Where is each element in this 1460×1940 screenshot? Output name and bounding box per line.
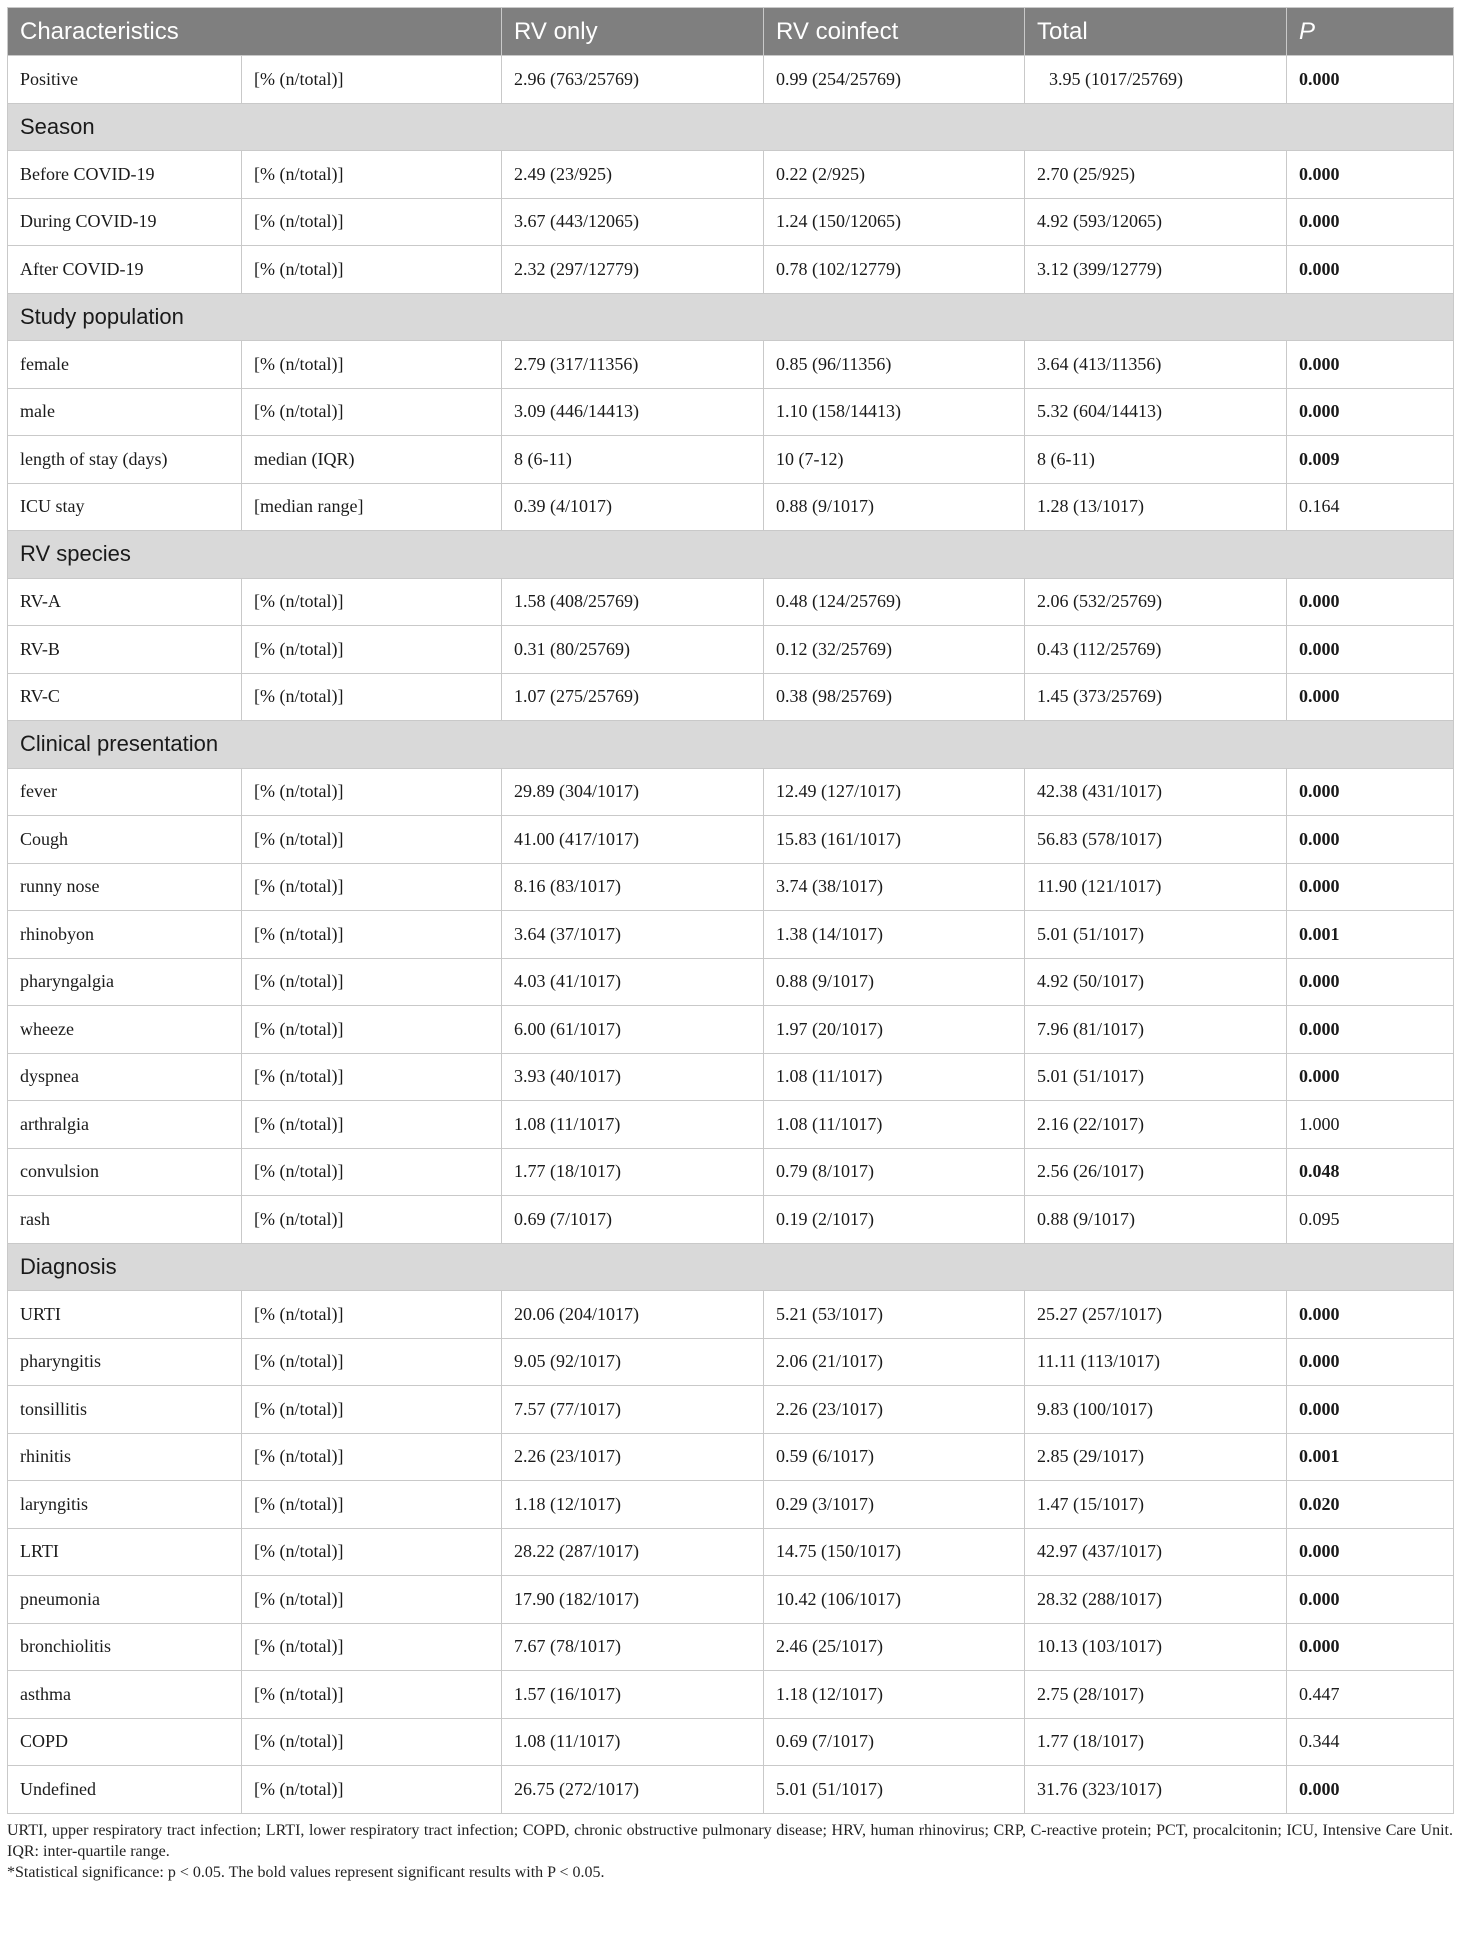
row-measure: [% (n/total)] bbox=[242, 151, 502, 199]
cell-rv-only: 4.03 (41/1017) bbox=[502, 958, 764, 1006]
cell-rv-coinfect: 1.18 (12/1017) bbox=[764, 1671, 1025, 1719]
cell-rv-coinfect: 10 (7-12) bbox=[764, 436, 1025, 484]
cell-rv-only: 41.00 (417/1017) bbox=[502, 816, 764, 864]
row-measure: [% (n/total)] bbox=[242, 1671, 502, 1719]
row-label: bronchiolitis bbox=[8, 1623, 242, 1671]
row-measure: [% (n/total)] bbox=[242, 1101, 502, 1149]
row-label: After COVID-19 bbox=[8, 246, 242, 294]
cell-p-value: 0.164 bbox=[1287, 483, 1454, 531]
table-row bbox=[8, 1196, 1454, 1244]
row-label: pharyngalgia bbox=[8, 958, 242, 1006]
table-row bbox=[8, 1338, 1454, 1386]
header-characteristics: Characteristics bbox=[8, 8, 502, 56]
row-measure: [% (n/total)] bbox=[242, 1718, 502, 1766]
cell-rv-coinfect: 0.79 (8/1017) bbox=[764, 1148, 1025, 1196]
row-label: runny nose bbox=[8, 863, 242, 911]
row-label: tonsillitis bbox=[8, 1386, 242, 1434]
cell-total: 42.38 (431/1017) bbox=[1025, 768, 1287, 816]
row-measure: [% (n/total)] bbox=[242, 1196, 502, 1244]
header-total: Total bbox=[1025, 8, 1287, 56]
table-row bbox=[8, 578, 1454, 626]
cell-rv-only: 8.16 (83/1017) bbox=[502, 863, 764, 911]
cell-total: 2.56 (26/1017) bbox=[1025, 1148, 1287, 1196]
row-label: female bbox=[8, 341, 242, 389]
cell-total: 5.32 (604/14413) bbox=[1025, 388, 1287, 436]
row-label: LRTI bbox=[8, 1528, 242, 1576]
row-label: RV-A bbox=[8, 578, 242, 626]
cell-rv-only: 3.93 (40/1017) bbox=[502, 1053, 764, 1101]
table-row bbox=[8, 388, 1454, 436]
table-row bbox=[8, 1291, 1454, 1339]
cell-rv-only: 17.90 (182/1017) bbox=[502, 1576, 764, 1624]
header-rv-only: RV only bbox=[502, 8, 764, 56]
row-label: COPD bbox=[8, 1718, 242, 1766]
cell-rv-only: 20.06 (204/1017) bbox=[502, 1291, 764, 1339]
row-label: wheeze bbox=[8, 1006, 242, 1054]
cell-rv-coinfect: 0.22 (2/925) bbox=[764, 151, 1025, 199]
cell-rv-coinfect: 2.46 (25/1017) bbox=[764, 1623, 1025, 1671]
table-row bbox=[8, 1006, 1454, 1054]
row-measure: [% (n/total)] bbox=[242, 768, 502, 816]
cell-rv-coinfect: 0.85 (96/11356) bbox=[764, 341, 1025, 389]
row-label: convulsion bbox=[8, 1148, 242, 1196]
table-row bbox=[8, 151, 1454, 199]
cell-total: 5.01 (51/1017) bbox=[1025, 1053, 1287, 1101]
cell-rv-coinfect: 1.38 (14/1017) bbox=[764, 911, 1025, 959]
row-measure: [% (n/total)] bbox=[242, 1006, 502, 1054]
row-measure: [median range] bbox=[242, 483, 502, 531]
row-label: asthma bbox=[8, 1671, 242, 1719]
cell-rv-only: 3.09 (446/14413) bbox=[502, 388, 764, 436]
row-measure: [% (n/total)] bbox=[242, 1766, 502, 1814]
cell-total: 4.92 (50/1017) bbox=[1025, 958, 1287, 1006]
table-row bbox=[8, 56, 1454, 104]
section-row bbox=[8, 531, 1454, 579]
cell-total: 2.70 (25/925) bbox=[1025, 151, 1287, 199]
row-measure: [% (n/total)] bbox=[242, 626, 502, 674]
section-label: Season bbox=[8, 103, 1454, 151]
row-measure: [% (n/total)] bbox=[242, 1338, 502, 1386]
cell-total: 1.77 (18/1017) bbox=[1025, 1718, 1287, 1766]
table-row bbox=[8, 1623, 1454, 1671]
cell-total: 56.83 (578/1017) bbox=[1025, 816, 1287, 864]
footnote-abbreviations: URTI, upper respiratory tract infection; LRTI, lower respiratory tract infection; COPD, chronic obstructive pulmonary disease; HRV, human rhinovirus; CRP, C-reactive protein; PCT, procalcitonin; ICU, Intensive Care Unit. IQR: inter-quartile range. bbox=[7, 1821, 1453, 1860]
footnote-significance: *Statistical significance: p < 0.05. The bold values represent significant results with P < 0.05. bbox=[7, 1863, 605, 1881]
row-label: rash bbox=[8, 1196, 242, 1244]
cell-rv-only: 2.79 (317/11356) bbox=[502, 341, 764, 389]
row-measure: [% (n/total)] bbox=[242, 1623, 502, 1671]
row-measure: [% (n/total)] bbox=[242, 246, 502, 294]
cell-rv-only: 1.18 (12/1017) bbox=[502, 1481, 764, 1529]
cell-p-value: 0.000 bbox=[1287, 816, 1454, 864]
cell-rv-only: 2.96 (763/25769) bbox=[502, 56, 764, 104]
footnotes bbox=[7, 1820, 1453, 1883]
cell-total: 1.28 (13/1017) bbox=[1025, 483, 1287, 531]
cell-p-value: 0.000 bbox=[1287, 1053, 1454, 1101]
row-measure: [% (n/total)] bbox=[242, 198, 502, 246]
cell-p-value: 0.000 bbox=[1287, 626, 1454, 674]
cell-rv-coinfect: 3.74 (38/1017) bbox=[764, 863, 1025, 911]
cell-rv-only: 1.07 (275/25769) bbox=[502, 673, 764, 721]
section-label: Clinical presentation bbox=[8, 721, 1454, 769]
row-label: Undefined bbox=[8, 1766, 242, 1814]
cell-total: 11.90 (121/1017) bbox=[1025, 863, 1287, 911]
table-row bbox=[8, 1053, 1454, 1101]
row-measure: [% (n/total)] bbox=[242, 911, 502, 959]
table-row bbox=[8, 1386, 1454, 1434]
cell-rv-coinfect: 0.78 (102/12779) bbox=[764, 246, 1025, 294]
cell-p-value: 0.000 bbox=[1287, 578, 1454, 626]
row-measure: [% (n/total)] bbox=[242, 1291, 502, 1339]
row-label: Positive bbox=[8, 56, 242, 104]
row-label: dyspnea bbox=[8, 1053, 242, 1101]
cell-rv-coinfect: 0.59 (6/1017) bbox=[764, 1433, 1025, 1481]
cell-p-value: 0.344 bbox=[1287, 1718, 1454, 1766]
cell-rv-only: 0.69 (7/1017) bbox=[502, 1196, 764, 1244]
cell-rv-coinfect: 14.75 (150/1017) bbox=[764, 1528, 1025, 1576]
row-label: fever bbox=[8, 768, 242, 816]
row-label: length of stay (days) bbox=[8, 436, 242, 484]
section-label: RV species bbox=[8, 531, 1454, 579]
table-row bbox=[8, 673, 1454, 721]
section-row bbox=[8, 293, 1454, 341]
row-measure: [% (n/total)] bbox=[242, 1433, 502, 1481]
row-measure: [% (n/total)] bbox=[242, 1148, 502, 1196]
row-measure: [% (n/total)] bbox=[242, 1576, 502, 1624]
table-row bbox=[8, 863, 1454, 911]
cell-p-value: 0.000 bbox=[1287, 1528, 1454, 1576]
row-measure: [% (n/total)] bbox=[242, 673, 502, 721]
cell-p-value: 0.000 bbox=[1287, 1006, 1454, 1054]
row-measure: [% (n/total)] bbox=[242, 1481, 502, 1529]
cell-p-value: 0.000 bbox=[1287, 768, 1454, 816]
table-row bbox=[8, 246, 1454, 294]
cell-rv-only: 9.05 (92/1017) bbox=[502, 1338, 764, 1386]
cell-rv-coinfect: 0.69 (7/1017) bbox=[764, 1718, 1025, 1766]
cell-rv-only: 1.08 (11/1017) bbox=[502, 1718, 764, 1766]
cell-rv-only: 1.58 (408/25769) bbox=[502, 578, 764, 626]
row-measure: [% (n/total)] bbox=[242, 816, 502, 864]
row-label: pneumonia bbox=[8, 1576, 242, 1624]
table-row bbox=[8, 1481, 1454, 1529]
table-row bbox=[8, 626, 1454, 674]
cell-rv-coinfect: 15.83 (161/1017) bbox=[764, 816, 1025, 864]
cell-total: 2.06 (532/25769) bbox=[1025, 578, 1287, 626]
cell-rv-only: 3.64 (37/1017) bbox=[502, 911, 764, 959]
cell-rv-coinfect: 1.08 (11/1017) bbox=[764, 1053, 1025, 1101]
cell-total: 10.13 (103/1017) bbox=[1025, 1623, 1287, 1671]
cell-rv-coinfect: 0.19 (2/1017) bbox=[764, 1196, 1025, 1244]
row-label: RV-C bbox=[8, 673, 242, 721]
row-label: Cough bbox=[8, 816, 242, 864]
row-label: rhinobyon bbox=[8, 911, 242, 959]
row-measure: [% (n/total)] bbox=[242, 388, 502, 436]
cell-rv-only: 7.67 (78/1017) bbox=[502, 1623, 764, 1671]
table-row bbox=[8, 1718, 1454, 1766]
cell-rv-only: 2.32 (297/12779) bbox=[502, 246, 764, 294]
cell-rv-only: 6.00 (61/1017) bbox=[502, 1006, 764, 1054]
cell-rv-only: 3.67 (443/12065) bbox=[502, 198, 764, 246]
cell-rv-coinfect: 0.99 (254/25769) bbox=[764, 56, 1025, 104]
cell-p-value: 0.048 bbox=[1287, 1148, 1454, 1196]
table-row bbox=[8, 768, 1454, 816]
row-measure: [% (n/total)] bbox=[242, 578, 502, 626]
table-row bbox=[8, 1671, 1454, 1719]
table-row bbox=[8, 436, 1454, 484]
cell-total: 3.12 (399/12779) bbox=[1025, 246, 1287, 294]
cell-total: 11.11 (113/1017) bbox=[1025, 1338, 1287, 1386]
cell-rv-coinfect: 1.10 (158/14413) bbox=[764, 388, 1025, 436]
row-label: rhinitis bbox=[8, 1433, 242, 1481]
table-row bbox=[8, 1101, 1454, 1149]
cell-total: 2.75 (28/1017) bbox=[1025, 1671, 1287, 1719]
row-measure: [% (n/total)] bbox=[242, 1386, 502, 1434]
header-rv-coinfect: RV coinfect bbox=[764, 8, 1025, 56]
cell-p-value: 0.009 bbox=[1287, 436, 1454, 484]
cell-total: 1.47 (15/1017) bbox=[1025, 1481, 1287, 1529]
cell-rv-coinfect: 2.06 (21/1017) bbox=[764, 1338, 1025, 1386]
table-row bbox=[8, 911, 1454, 959]
cell-rv-only: 26.75 (272/1017) bbox=[502, 1766, 764, 1814]
cell-p-value: 0.000 bbox=[1287, 151, 1454, 199]
cell-total: 9.83 (100/1017) bbox=[1025, 1386, 1287, 1434]
table-row bbox=[8, 958, 1454, 1006]
cell-p-value: 0.000 bbox=[1287, 56, 1454, 104]
results-table bbox=[7, 7, 1454, 1814]
row-label: ICU stay bbox=[8, 483, 242, 531]
row-measure: [% (n/total)] bbox=[242, 1528, 502, 1576]
row-label: laryngitis bbox=[8, 1481, 242, 1529]
cell-p-value: 0.000 bbox=[1287, 1338, 1454, 1386]
section-row bbox=[8, 1243, 1454, 1291]
cell-p-value: 0.095 bbox=[1287, 1196, 1454, 1244]
cell-p-value: 0.000 bbox=[1287, 388, 1454, 436]
cell-rv-coinfect: 0.88 (9/1017) bbox=[764, 483, 1025, 531]
cell-rv-only: 29.89 (304/1017) bbox=[502, 768, 764, 816]
cell-p-value: 0.000 bbox=[1287, 1386, 1454, 1434]
cell-p-value: 0.000 bbox=[1287, 958, 1454, 1006]
row-label: male bbox=[8, 388, 242, 436]
cell-total: 2.16 (22/1017) bbox=[1025, 1101, 1287, 1149]
cell-p-value: 0.020 bbox=[1287, 1481, 1454, 1529]
section-row bbox=[8, 721, 1454, 769]
cell-p-value: 0.001 bbox=[1287, 911, 1454, 959]
table-body bbox=[8, 56, 1454, 1814]
cell-total: 1.45 (373/25769) bbox=[1025, 673, 1287, 721]
cell-total: 2.85 (29/1017) bbox=[1025, 1433, 1287, 1481]
cell-total: 28.32 (288/1017) bbox=[1025, 1576, 1287, 1624]
cell-total: 7.96 (81/1017) bbox=[1025, 1006, 1287, 1054]
cell-rv-only: 2.26 (23/1017) bbox=[502, 1433, 764, 1481]
cell-rv-only: 28.22 (287/1017) bbox=[502, 1528, 764, 1576]
cell-p-value: 0.000 bbox=[1287, 1623, 1454, 1671]
row-label: RV-B bbox=[8, 626, 242, 674]
cell-rv-coinfect: 10.42 (106/1017) bbox=[764, 1576, 1025, 1624]
cell-p-value: 0.000 bbox=[1287, 673, 1454, 721]
cell-rv-coinfect: 2.26 (23/1017) bbox=[764, 1386, 1025, 1434]
cell-p-value: 0.000 bbox=[1287, 1576, 1454, 1624]
cell-rv-only: 7.57 (77/1017) bbox=[502, 1386, 764, 1434]
cell-total: 0.43 (112/25769) bbox=[1025, 626, 1287, 674]
row-measure: [% (n/total)] bbox=[242, 341, 502, 389]
cell-p-value: 0.000 bbox=[1287, 246, 1454, 294]
table-row bbox=[8, 483, 1454, 531]
header-p: P bbox=[1287, 8, 1454, 56]
table-row bbox=[8, 816, 1454, 864]
row-measure: [% (n/total)] bbox=[242, 863, 502, 911]
cell-p-value: 0.000 bbox=[1287, 863, 1454, 911]
row-label: arthralgia bbox=[8, 1101, 242, 1149]
table-container bbox=[7, 7, 1453, 1883]
cell-rv-coinfect: 5.21 (53/1017) bbox=[764, 1291, 1025, 1339]
table-row bbox=[8, 1528, 1454, 1576]
cell-total: 3.64 (413/11356) bbox=[1025, 341, 1287, 389]
table-row bbox=[8, 1148, 1454, 1196]
cell-total: 0.88 (9/1017) bbox=[1025, 1196, 1287, 1244]
table-row bbox=[8, 198, 1454, 246]
row-measure: median (IQR) bbox=[242, 436, 502, 484]
cell-rv-coinfect: 0.48 (124/25769) bbox=[764, 578, 1025, 626]
row-measure: [% (n/total)] bbox=[242, 56, 502, 104]
cell-rv-only: 0.39 (4/1017) bbox=[502, 483, 764, 531]
row-label: pharyngitis bbox=[8, 1338, 242, 1386]
cell-p-value: 0.000 bbox=[1287, 341, 1454, 389]
cell-total: 5.01 (51/1017) bbox=[1025, 911, 1287, 959]
row-label: Before COVID-19 bbox=[8, 151, 242, 199]
cell-p-value: 1.000 bbox=[1287, 1101, 1454, 1149]
cell-rv-coinfect: 1.97 (20/1017) bbox=[764, 1006, 1025, 1054]
cell-rv-coinfect: 12.49 (127/1017) bbox=[764, 768, 1025, 816]
cell-p-value: 0.001 bbox=[1287, 1433, 1454, 1481]
cell-rv-coinfect: 1.08 (11/1017) bbox=[764, 1101, 1025, 1149]
row-label: URTI bbox=[8, 1291, 242, 1339]
row-label: During COVID-19 bbox=[8, 198, 242, 246]
cell-rv-only: 1.08 (11/1017) bbox=[502, 1101, 764, 1149]
cell-rv-coinfect: 1.24 (150/12065) bbox=[764, 198, 1025, 246]
section-row bbox=[8, 103, 1454, 151]
header-row bbox=[8, 8, 1454, 56]
cell-total: 25.27 (257/1017) bbox=[1025, 1291, 1287, 1339]
cell-rv-coinfect: 0.88 (9/1017) bbox=[764, 958, 1025, 1006]
cell-rv-only: 0.31 (80/25769) bbox=[502, 626, 764, 674]
table-row bbox=[8, 1433, 1454, 1481]
cell-rv-coinfect: 5.01 (51/1017) bbox=[764, 1766, 1025, 1814]
cell-total: 31.76 (323/1017) bbox=[1025, 1766, 1287, 1814]
cell-p-value: 0.447 bbox=[1287, 1671, 1454, 1719]
cell-rv-coinfect: 0.12 (32/25769) bbox=[764, 626, 1025, 674]
section-label: Study population bbox=[8, 293, 1454, 341]
table-row bbox=[8, 1576, 1454, 1624]
cell-rv-only: 8 (6-11) bbox=[502, 436, 764, 484]
table-row bbox=[8, 341, 1454, 389]
cell-rv-only: 1.57 (16/1017) bbox=[502, 1671, 764, 1719]
cell-p-value: 0.000 bbox=[1287, 1766, 1454, 1814]
cell-total: 42.97 (437/1017) bbox=[1025, 1528, 1287, 1576]
cell-rv-coinfect: 0.38 (98/25769) bbox=[764, 673, 1025, 721]
cell-total: 4.92 (593/12065) bbox=[1025, 198, 1287, 246]
cell-rv-only: 2.49 (23/925) bbox=[502, 151, 764, 199]
cell-p-value: 0.000 bbox=[1287, 1291, 1454, 1339]
row-measure: [% (n/total)] bbox=[242, 1053, 502, 1101]
cell-p-value: 0.000 bbox=[1287, 198, 1454, 246]
section-label: Diagnosis bbox=[8, 1243, 1454, 1291]
cell-rv-coinfect: 0.29 (3/1017) bbox=[764, 1481, 1025, 1529]
cell-total: 3.95 (1017/25769) bbox=[1025, 56, 1287, 104]
cell-rv-only: 1.77 (18/1017) bbox=[502, 1148, 764, 1196]
table-row bbox=[8, 1766, 1454, 1814]
row-measure: [% (n/total)] bbox=[242, 958, 502, 1006]
cell-total: 8 (6-11) bbox=[1025, 436, 1287, 484]
